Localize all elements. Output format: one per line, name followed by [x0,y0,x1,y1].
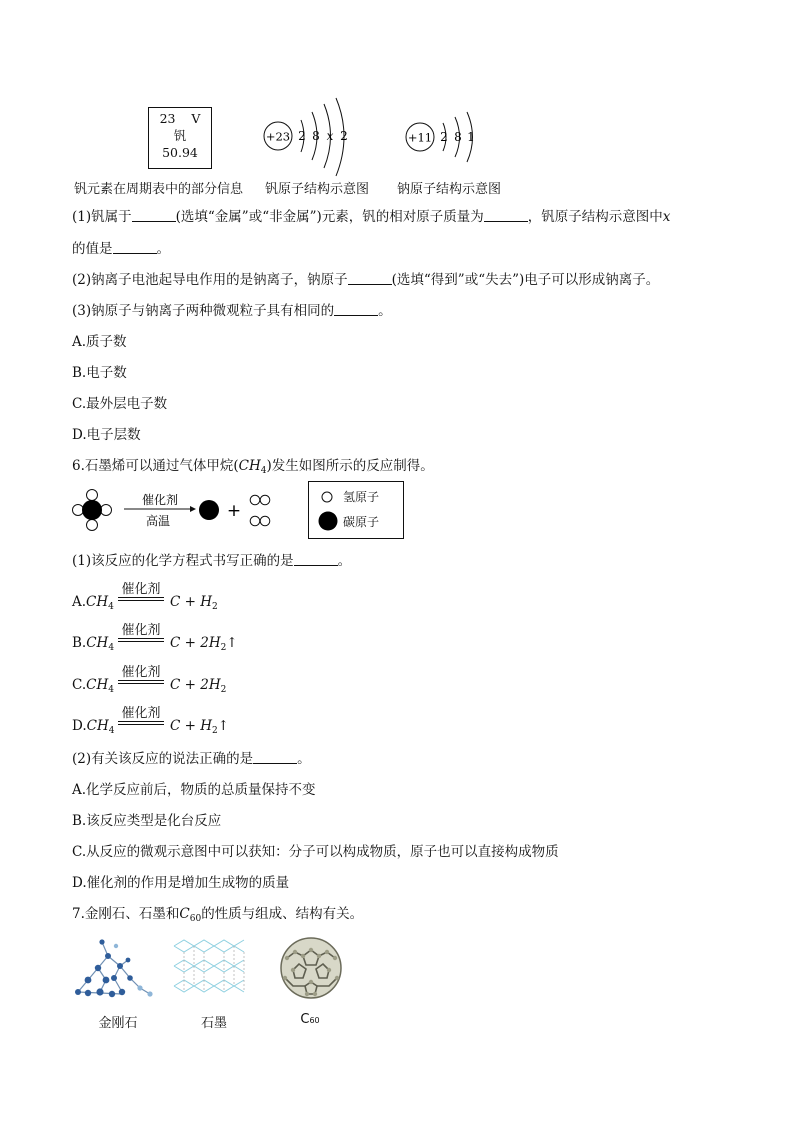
equation-bar [118,683,164,684]
sodium-shell-1: 2 [440,130,448,144]
hydrogen-atom [87,490,98,501]
equation-bar [118,597,164,598]
q6-stem-formula-sub: 4 [260,466,267,476]
equation-reactant-sub: 4 [108,602,114,612]
element-name: 钒 [173,128,187,143]
equation-reactant-sub: 4 [108,685,114,695]
gas-arrow: ↑ [226,635,238,651]
answer-blank[interactable] [348,272,392,285]
equation-product-sub: 2 [212,602,218,612]
answer-blank[interactable] [484,209,528,222]
carbon-atom [199,500,219,520]
q5-variable-x: x [662,209,671,225]
q6-part1-text-a: (1)该反应的化学方程式书写正确的是 [72,553,294,569]
vanadium-shell-1: 2 [298,129,306,143]
legend-symbols [309,482,345,538]
label-c60-main: C [300,1012,310,1027]
q6-part2-option-d: D.催化剂的作用是增加生成物的质量 [72,875,290,891]
q6-option-d [72,702,372,738]
reaction-condition: 高温 [145,514,171,528]
label-c60-sub: 60 [309,1016,320,1025]
legend-hydrogen: 氢原子 [343,490,380,504]
equation-right [170,718,229,736]
q5-part1-text-e: 。 [156,241,170,257]
equation-product-sub: 2 [220,685,227,695]
q5-option-c: C.最外层电子数 [72,396,168,412]
q5-part1-line1 [72,208,670,226]
equation-reactant: CH [86,594,109,610]
vanadium-nucleus-label: +23 [265,129,291,144]
q6-part2 [72,750,311,768]
equation-left [72,635,114,653]
q7-stem-text-a: 7.金刚石、石墨和 [72,906,180,922]
q5-part3-text-b: 。 [378,303,392,319]
equation-left [72,594,114,612]
element-number-symbol-row [149,110,211,127]
q5-part3 [72,302,392,320]
equation-bar [118,721,164,722]
answer-blank[interactable] [294,553,338,566]
equation-reactant: CH [86,635,109,651]
hydrogen-atom [250,516,260,526]
q5-part1-text-c: ，钒原子结构示意图中 [527,209,663,225]
vanadium-shell-3: x [326,129,334,143]
element-symbol: V [191,111,201,126]
q7-stem-text-b: 的性质与组成、结构有关。 [201,906,364,922]
q6-option-a [72,578,372,614]
equation-catalyst: 催化剂 [121,706,161,721]
atomic-number: 23 [159,111,176,126]
equation-product: C + H [170,594,212,610]
carbon-atom [82,500,102,520]
hydrogen-atom [73,505,84,516]
gas-arrow: ↑ [217,718,230,734]
equation-left [72,718,114,736]
sodium-nucleus-label: +11 [407,130,433,145]
q7-stem [72,905,363,928]
equation-label: B. [72,635,87,651]
equation-bar [118,724,164,725]
hydrogen-atom [250,495,260,505]
q6-part2-text-a: (2)有关该反应的说法正确的是 [72,751,254,767]
q6-stem-text-a: 6.石墨烯可以通过气体甲烷( [72,458,239,474]
q5-option-a: A.质子数 [72,334,127,350]
q5-part1-text-a: (1)钒属于 [72,209,132,225]
hydrogen-legend-icon [322,492,332,502]
plus-sign: + [226,501,242,521]
equation-bar [118,638,164,639]
hydrogen-atom [260,516,270,526]
q5-option-d: D.电子层数 [72,427,141,443]
hydrogen-atom [260,495,270,505]
equation-right [170,677,226,695]
equation-label: D. [72,718,87,734]
equation-bar [118,641,164,642]
graphite-structure-image [170,936,252,1002]
equation-catalyst: 催化剂 [121,582,161,597]
caption-vanadium: 钒原子结构示意图 [265,182,370,197]
q6-option-c [72,661,372,697]
q5-part2 [72,271,659,289]
equation-product: C + 2H [170,635,221,651]
equation-left [72,677,114,695]
q5-part1-text-b: (选填“金属”或“非金属”)元素，钒的相对原子质量为 [175,209,484,225]
q6-stem [72,457,434,480]
q5-part2-text-b: (选填“得到”或“失去”)电子可以形成钠离子。 [391,272,660,288]
q5-part1-text-d: 的值是 [72,241,113,257]
equation-reactant: CH [86,677,109,693]
q5-part1-line2 [72,240,170,258]
caption-periodic: 钒元素在周期表中的部分信息 [74,182,244,197]
q5-part3-text-a: (3)钠原子与钠离子两种微观粒子具有相同的 [72,303,335,319]
hydrogen-atom [101,505,112,516]
q6-part2-option-b: B.该反应类型是化台反应 [72,813,222,829]
equation-reactant-sub: 4 [108,726,115,736]
label-diamond: 金刚石 [98,1016,138,1031]
equation-product: C + H [170,718,212,734]
equation-reactant: CH [86,718,109,734]
q5-option-b: B.电子数 [72,365,127,381]
equation-right [170,594,218,612]
q6-stem-text-b: )发生如图所示的反应制得。 [266,458,434,474]
label-graphite: 石墨 [200,1016,227,1031]
q6-part2-option-c: C.从反应的微观示意图中可以获知：分子可以构成物质，原子也可以直接构成物质 [72,844,559,860]
equation-product-sub: 2 [212,726,218,736]
q6-part2-option-a: A.化学反应前后，物质的总质量保持不变 [72,782,316,798]
answer-blank[interactable] [132,209,176,222]
vanadium-shell-2: 8 [312,129,320,143]
reaction-arrow-head [190,506,196,512]
answer-blank[interactable] [253,751,297,764]
q6-part1 [72,552,351,570]
equation-catalyst: 催化剂 [121,623,161,638]
element-card [148,107,212,169]
equation-right [170,635,238,653]
diamond-structure-image [72,936,154,1002]
equation-label: A. [72,594,87,610]
equation-catalyst: 催化剂 [121,665,161,680]
q6-part1-text-b: 。 [337,553,352,569]
sodium-shell-3: 1 [467,130,475,144]
equation-bar [118,600,164,601]
legend-carbon: 碳原子 [343,515,380,529]
q7-stem-formula: C [179,906,190,922]
equation-product: C + 2H [170,677,221,693]
equation-reactant-sub: 4 [108,643,115,653]
equation-bar [118,680,164,681]
vanadium-atom-diagram [258,96,358,180]
atom-legend [308,481,404,539]
methane-reaction-diagram [70,484,280,536]
vanadium-shell-4: 2 [340,129,348,143]
sodium-atom-diagram [400,110,480,170]
answer-blank[interactable] [334,303,378,316]
hydrogen-atom [87,520,98,531]
carbon-legend-icon [319,512,338,531]
answer-blank[interactable] [113,241,157,254]
q6-option-b [72,619,372,655]
label-c60 [290,1012,330,1027]
q6-stem-formula: CH [238,458,261,474]
reaction-catalyst: 催化剂 [141,493,179,507]
atomic-mass: 50.94 [162,145,198,160]
q7-stem-formula-sub: 60 [189,914,202,924]
caption-sodium: 钠原子结构示意图 [397,182,502,197]
c60-structure-image [273,934,353,1002]
equation-label: C. [72,677,87,693]
sodium-shell-2: 8 [454,130,462,144]
q6-part2-text-b: 。 [297,751,311,767]
equation-product-sub: 2 [220,643,227,653]
q5-part2-text-a: (2)钠离子电池起导电作用的是钠离子，钠原子 [72,272,348,288]
